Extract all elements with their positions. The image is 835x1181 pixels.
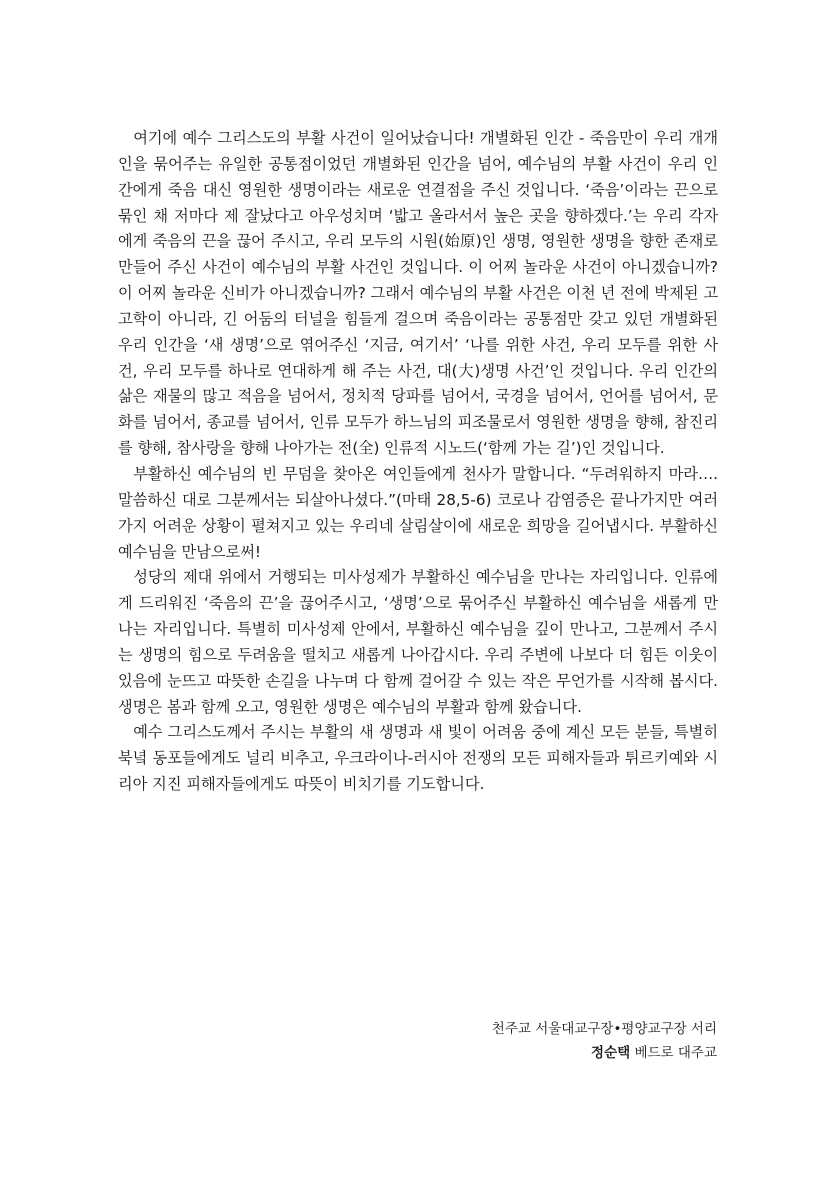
paragraph-2: 부활하신 예수님의 빈 무덤을 찾아온 여인들에게 천사가 말합니다. “두려워하지 마라…. 말씀하신 대로 그분께서는 되살아나셨다.”(마태 28,5-6) 코로나 감염증은 끝나가지만 여러 가지 어려운 상황이 펼쳐지고 있는 우리네 살림살이에 새로운 희망을 길어냅시다. 부활하신 예수님을 만남으로써!: [118, 464, 718, 561]
paragraph-1: 여기에 예수 그리스도의 부활 사건이 일어났습니다! 개별화된 인간 - 죽음만이 우리 개개인을 묶어주는 유일한 공통점이었던 개별화된 인간을 넘어, 예수님의 부활 사건이 우리 인간에게 죽음 대신 영원한 생명이라는 새로운 연결점을 주신 것입니다. ‘죽음’이라는 끈으로 묶인 채 저마다 제 잘났다고 아우성치며 ‘밟고 올라서서 높은 곳을 향하겠다.’는 우리 각자에게 죽음의 끈을 끊어 주시고, 우리 모두의 시원(始原)인 생명, 영원한 생명을 향한 존재로 만들어 주신 사건이 예수님의 부활 사건인 것입니다. 이 어찌 놀라운 사건이 아니겠습니까? 이 어찌 놀라운 신비가 아니겠습니까? 그래서 예수님의 부활 사건은 이천 년 전에 박제된 고고학이 아니라, 긴 어둠의 터널을 힘들게 걸으며 죽음이라는 공통점만 갖고 있던 개별화된 우리 인간을 ‘새 생명’으로 엮어주신 ‘지금, 여기서’ ‘나를 위한 사건, 우리 모두를 위한 사건, 우리 모두를 하나로 연대하게 해 주는 사건, 대(大)생명 사건’인 것입니다. 우리 인간의 삶은 재물의 많고 적음을 넘어서, 정치적 당파를 넘어서, 국경을 넘어서, 언어를 넘어서, 문화를 넘어서, 종교를 넘어서, 인류 모두가 하느님의 피조물로서 영원한 생명을 향해, 참진리를 향해, 참사랑을 향해 나아가는 전(全) 인류적 시노드(‘함께 가는 길’)인 것입니다.: [118, 129, 718, 458]
paragraph-3: 성당의 제대 위에서 거행되는 미사성제가 부활하신 예수님을 만나는 자리입니다. 인류에게 드리워진 ‘죽음의 끈’을 끊어주시고, ‘생명’으로 묶어주신 부활하신 예수님을 새롭게 만나는 자리입니다. 특별히 미사성제 안에서, 부활하신 예수님을 깊이 만나고, 그분께서 주시는 생명의 힘으로 두려움을 떨치고 새롭게 나아갑시다. 우리 주변에 나보다 더 힘든 이웃이 있음에 눈뜨고 따뜻한 손길을 나누며 다 함께 걸어갈 수 있는 작은 무언가를 시작해 봅시다. 생명은 봄과 함께 오고, 영원한 생명은 예수님의 부활과 함께 왔습니다.: [118, 568, 718, 716]
signature-name: 정순택: [591, 1045, 631, 1061]
signature-title: 천주교 서울대교구장•평양교구장 서리: [491, 1021, 717, 1037]
signature-block: [492, 1017, 717, 1065]
signature-name-line: [492, 1041, 717, 1065]
paragraph-4: 예수 그리스도께서 주시는 부활의 새 생명과 새 빛이 어려움 중에 계신 모든 분들, 특별히 북녘 동포들에게도 널리 비추고, 우크라이나-러시아 전쟁의 모든 피해자들과 튀르키예와 시리아 지진 피해자들에게도 따뜻이 비치기를 기도합니다.: [118, 723, 718, 794]
message-body: [118, 126, 718, 798]
signature-role: 베드로 대주교: [634, 1045, 717, 1061]
